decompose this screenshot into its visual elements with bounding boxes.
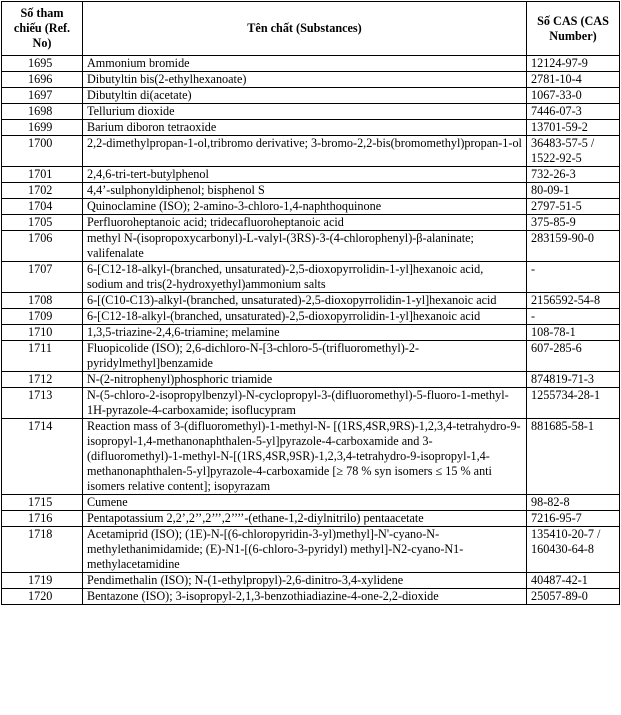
substance-cell: 1,3,5-triazine-2,4,6-triamine; melamine (83, 325, 527, 341)
cas-number-cell: 874819-71-3 (527, 372, 620, 388)
ref-no-cell: 1715 (2, 495, 83, 511)
cas-number-cell: 1067-33-0 (527, 88, 620, 104)
cas-number-cell: 375-85-9 (527, 215, 620, 231)
table-row (2, 88, 620, 104)
substance-cell: Ammonium bromide (83, 56, 527, 72)
ref-no-cell: 1704 (2, 199, 83, 215)
substance-cell: N-(5-chloro-2-isopropylbenzyl)-N-cyclopropyl-3-(difluoromethyl)-5-fluoro-1-methyl-1H-pyrazole-4-carboxamide; isoflucypram (83, 388, 527, 419)
substance-cell: 4,4’-sulphonyldiphenol; bisphenol S (83, 183, 527, 199)
substance-cell: Acetamiprid (ISO); (1E)-N-[(6-chloropyridin-3-yl)methyl]-N'-cyano-N-methylethanimidamide; (E)-N1-[(6-chloro-3-pyridyl) methyl]-N2-cyano-N1-methylacetamidine (83, 527, 527, 573)
table-row (2, 495, 620, 511)
table-row (2, 511, 620, 527)
table-row (2, 388, 620, 419)
table-row (2, 136, 620, 167)
cas-number-cell: 732-26-3 (527, 167, 620, 183)
substance-cell: 6-[(C10-C13)-alkyl-(branched, unsaturated)-2,5-dioxopyrrolidin-1-yl]hexanoic acid (83, 293, 527, 309)
cas-number-cell: 1255734-28-1 (527, 388, 620, 419)
ref-no-cell: 1705 (2, 215, 83, 231)
substance-cell: 2,4,6-tri-tert-butylphenol (83, 167, 527, 183)
table-row (2, 262, 620, 293)
ref-no-cell: 1713 (2, 388, 83, 419)
table-body (2, 56, 620, 605)
ref-no-cell: 1712 (2, 372, 83, 388)
ref-no-cell: 1695 (2, 56, 83, 72)
substance-cell: methyl N-(isopropoxycarbonyl)-L-valyl-(3RS)-3-(4-chlorophenyl)-β-alaninate; valifenalate (83, 231, 527, 262)
cas-number-cell: 2156592-54-8 (527, 293, 620, 309)
ref-no-cell: 1706 (2, 231, 83, 262)
table-row (2, 341, 620, 372)
cas-number-cell: 135410-20-7 / 160430-64-8 (527, 527, 620, 573)
substance-cell: 6-[C12-18-alkyl-(branched, unsaturated)-2,5-dioxopyrrolidin-1-yl]hexanoic acid, sodium and tris(2-hydroxyethyl)ammonium salts (83, 262, 527, 293)
cas-number-cell: 607-285-6 (527, 341, 620, 372)
cas-number-cell: 12124-97-9 (527, 56, 620, 72)
ref-no-cell: 1710 (2, 325, 83, 341)
table-row (2, 293, 620, 309)
ref-no-cell: 1696 (2, 72, 83, 88)
table-row (2, 573, 620, 589)
table-row (2, 104, 620, 120)
ref-no-cell: 1711 (2, 341, 83, 372)
substance-cell: Dibutyltin di(acetate) (83, 88, 527, 104)
table-row (2, 309, 620, 325)
substance-cell: Quinoclamine (ISO); 2-amino-3-chloro-1,4-naphthoquinone (83, 199, 527, 215)
substance-cell: Fluopicolide (ISO); 2,6-dichloro-N-[3-chloro-5-(trifluoromethyl)-2-pyridylmethyl]benzamide (83, 341, 527, 372)
table-row (2, 183, 620, 199)
table-row (2, 167, 620, 183)
table-row (2, 215, 620, 231)
ref-no-cell: 1700 (2, 136, 83, 167)
cas-number-cell: 7446-07-3 (527, 104, 620, 120)
substance-cell: 2,2-dimethylpropan-1-ol,tribromo derivative; 3-bromo-2,2-bis(bromomethyl)propan-1-ol (83, 136, 527, 167)
cas-number-cell: 108-78-1 (527, 325, 620, 341)
cas-number-cell: 7216-95-7 (527, 511, 620, 527)
substance-cell: Barium diboron tetraoxide (83, 120, 527, 136)
cas-number-cell: 98-82-8 (527, 495, 620, 511)
ref-no-cell: 1708 (2, 293, 83, 309)
ref-no-cell: 1720 (2, 589, 83, 605)
substance-cell: Cumene (83, 495, 527, 511)
table-row (2, 419, 620, 495)
header-row (2, 2, 620, 56)
substance-cell: Tellurium dioxide (83, 104, 527, 120)
cas-number-cell: 36483-57-5 / 1522-92-5 (527, 136, 620, 167)
header-cas-number: Số CAS (CAS Number) (527, 2, 620, 56)
ref-no-cell: 1714 (2, 419, 83, 495)
substances-table (1, 1, 620, 605)
ref-no-cell: 1697 (2, 88, 83, 104)
cas-number-cell: 13701-59-2 (527, 120, 620, 136)
substance-cell: 6-[C12-18-alkyl-(branched, unsaturated)-2,5-dioxopyrrolidin-1-yl]hexanoic acid (83, 309, 527, 325)
ref-no-cell: 1716 (2, 511, 83, 527)
substance-cell: Pentapotassium 2,2’,2’’,2’’’,2’’’’-(ethane-1,2-diylnitrilo) pentaacetate (83, 511, 527, 527)
table-row (2, 527, 620, 573)
ref-no-cell: 1707 (2, 262, 83, 293)
cas-number-cell: 40487-42-1 (527, 573, 620, 589)
cas-number-cell: 2781-10-4 (527, 72, 620, 88)
table-row (2, 372, 620, 388)
ref-no-cell: 1719 (2, 573, 83, 589)
cas-number-cell: 2797-51-5 (527, 199, 620, 215)
table-row (2, 56, 620, 72)
ref-no-cell: 1709 (2, 309, 83, 325)
substance-cell: Bentazone (ISO); 3-isopropyl-2,1,3-benzothiadiazine-4-one-2,2-dioxide (83, 589, 527, 605)
table-row (2, 72, 620, 88)
ref-no-cell: 1718 (2, 527, 83, 573)
ref-no-cell: 1701 (2, 167, 83, 183)
cas-number-cell: 25057-89-0 (527, 589, 620, 605)
cas-number-cell: 80-09-1 (527, 183, 620, 199)
ref-no-cell: 1702 (2, 183, 83, 199)
table-header (2, 2, 620, 56)
table-row (2, 199, 620, 215)
substance-cell: N-(2-nitrophenyl)phosphoric triamide (83, 372, 527, 388)
substance-cell: Reaction mass of 3-(difluoromethyl)-1-methyl-N- [(1RS,4SR,9RS)-1,2,3,4-tetrahydro-9-isopropyl-1,4-methanonaphthalen-5-yl]pyrazole-4-carboxamide and 3-(difluoromethyl)-1-methyl-N-[(1RS,4SR,9SR)-1,2,3,4-tetrahydro-9-isopropyl-1,4-methanonaphthalen-5-yl]pyrazole-4-carboxamide [≥ 78 % syn isomers ≤ 15 % anti isomers relative content]; isopyrazam (83, 419, 527, 495)
substance-cell: Pendimethalin (ISO); N-(1-ethylpropyl)-2,6-dinitro-3,4-xylidene (83, 573, 527, 589)
table-row (2, 231, 620, 262)
cas-number-cell: 283159-90-0 (527, 231, 620, 262)
header-substance: Tên chất (Substances) (83, 2, 527, 56)
header-ref-no: Số tham chiếu (Ref. No) (2, 2, 83, 56)
table-row (2, 589, 620, 605)
cas-number-cell: - (527, 262, 620, 293)
substance-cell: Perfluoroheptanoic acid; tridecafluoroheptanoic acid (83, 215, 527, 231)
ref-no-cell: 1698 (2, 104, 83, 120)
ref-no-cell: 1699 (2, 120, 83, 136)
cas-number-cell: 881685-58-1 (527, 419, 620, 495)
table-row (2, 325, 620, 341)
substance-cell: Dibutyltin bis(2-ethylhexanoate) (83, 72, 527, 88)
cas-number-cell: - (527, 309, 620, 325)
table-row (2, 120, 620, 136)
